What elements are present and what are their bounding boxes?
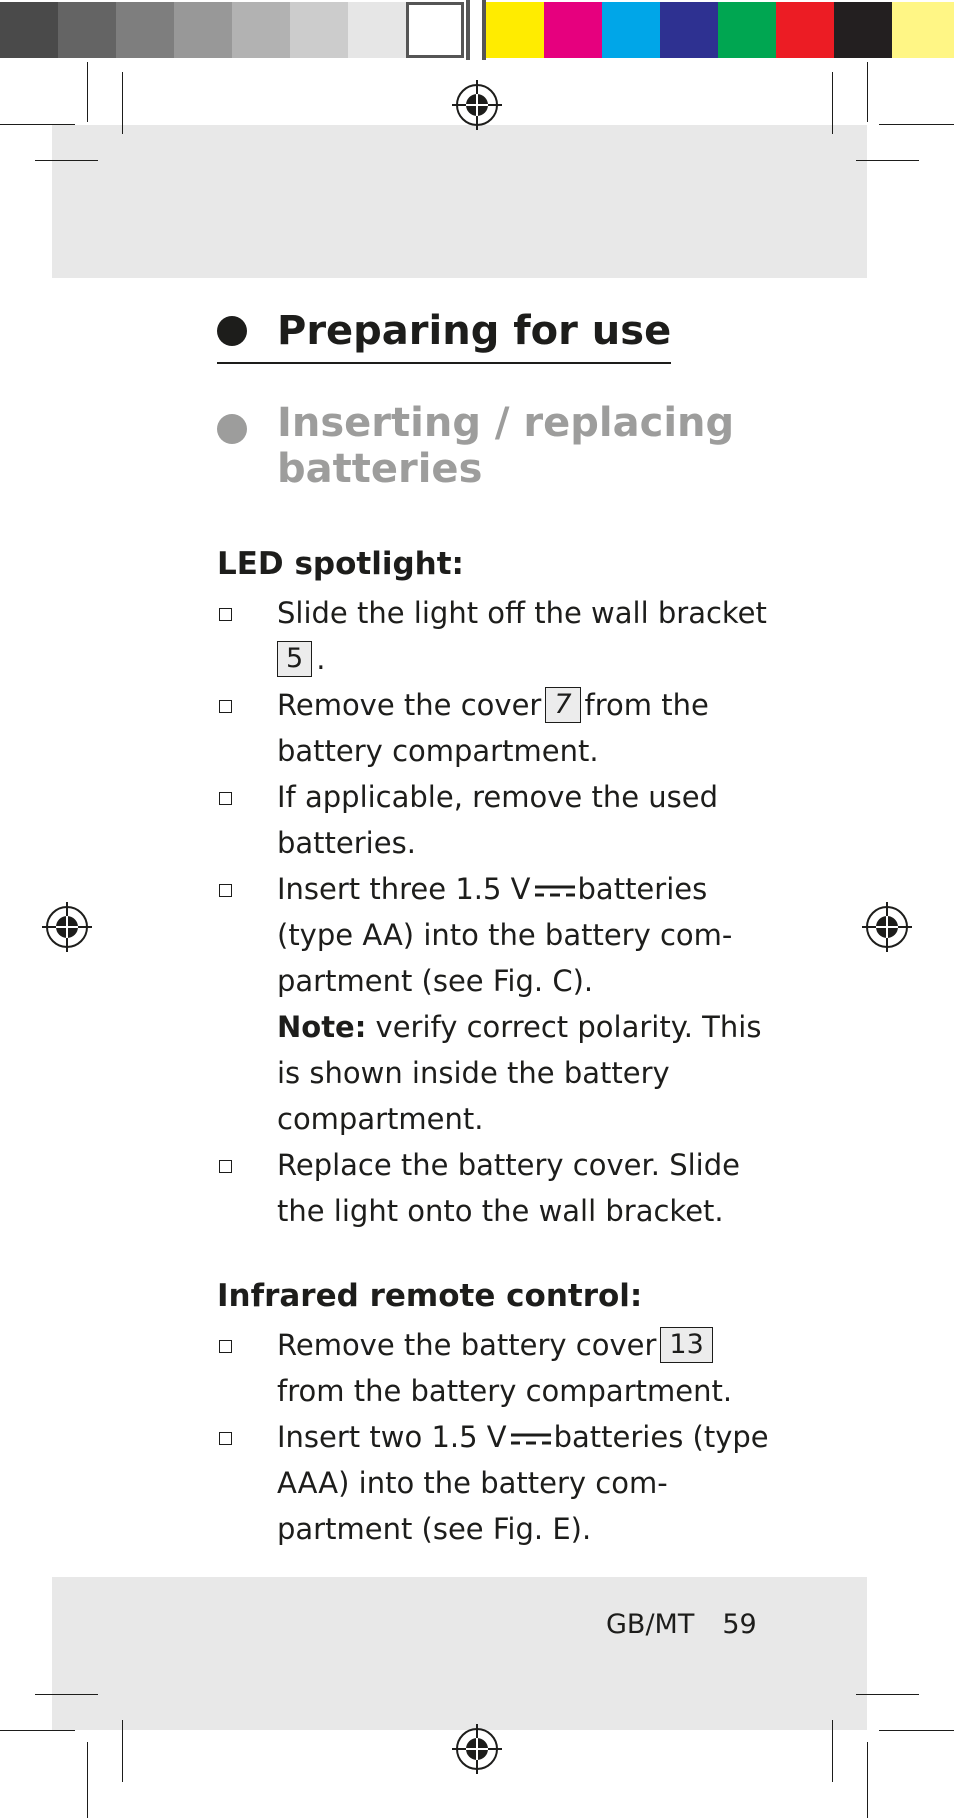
swatch-8 xyxy=(406,2,464,58)
subsection-heading-line: Inserting / replacing xyxy=(277,400,735,446)
crop-mark xyxy=(0,1730,75,1731)
swatch-5 xyxy=(232,2,290,58)
bullet-dot-icon xyxy=(217,414,247,444)
crop-mark xyxy=(35,1694,98,1695)
part-reference: 5 xyxy=(277,641,312,677)
crop-mark xyxy=(35,160,98,161)
checkbox-bullet-icon xyxy=(219,792,232,805)
section-heading-text: Preparing for use xyxy=(277,308,672,354)
list-item xyxy=(217,1322,777,1414)
registration-mark-icon xyxy=(862,902,912,952)
swatch-7 xyxy=(348,2,406,58)
direct-current-symbol-icon xyxy=(534,883,576,899)
swatch-9 xyxy=(486,2,544,58)
crop-mark xyxy=(832,72,833,134)
section-heading xyxy=(217,306,671,364)
crop-mark xyxy=(122,72,123,134)
subsection-heading-text xyxy=(277,400,777,492)
crop-mark xyxy=(0,124,75,125)
led-spotlight-steps xyxy=(217,590,777,1234)
step-text: If applicable, remove the used batteries. xyxy=(277,780,719,860)
swatch-15 xyxy=(834,2,892,58)
step-text: batteries (type AA) into the battery com-partment (see Fig. C). xyxy=(277,872,733,998)
swatch-4 xyxy=(174,2,232,58)
crop-mark xyxy=(856,1694,919,1695)
swatch-14 xyxy=(776,2,834,58)
checkbox-bullet-icon xyxy=(219,1160,232,1173)
list-item xyxy=(217,590,777,682)
checkbox-bullet-icon xyxy=(219,608,232,621)
step-text: from the battery compartment. xyxy=(277,1374,733,1408)
part-reference: 13 xyxy=(660,1327,712,1363)
footer-band xyxy=(52,1577,867,1730)
swatch-12 xyxy=(660,2,718,58)
page-footer xyxy=(606,1608,757,1642)
list-item xyxy=(217,682,777,774)
crop-mark xyxy=(856,160,919,161)
list-item xyxy=(217,1414,777,1552)
color-calibration-bar xyxy=(0,0,954,60)
crop-mark xyxy=(122,1720,123,1782)
checkbox-bullet-icon xyxy=(219,1432,232,1445)
checkbox-bullet-icon xyxy=(219,1340,232,1353)
swatch-3 xyxy=(116,2,174,58)
swatch-10 xyxy=(544,2,602,58)
swatch-separator-line xyxy=(466,0,470,60)
checkbox-bullet-icon xyxy=(219,884,232,897)
footer-region: GB/MT xyxy=(606,1609,695,1640)
list-item xyxy=(217,1142,777,1234)
list-item xyxy=(217,774,777,866)
step-text: Slide the light off the wall bracket xyxy=(277,596,767,630)
step-text: Remove the battery cover xyxy=(277,1328,657,1362)
list-item xyxy=(217,866,777,1142)
swatch-1 xyxy=(0,2,58,58)
header-band xyxy=(52,125,867,278)
swatch-11 xyxy=(602,2,660,58)
swatch-separator-line xyxy=(482,0,486,60)
crop-mark xyxy=(832,1720,833,1782)
step-text: from the battery compartment. xyxy=(277,688,709,768)
swatch-16 xyxy=(892,2,954,58)
swatch-6 xyxy=(290,2,348,58)
step-text: Remove the cover xyxy=(277,688,542,722)
registration-mark-icon xyxy=(452,1724,502,1774)
remote-control-label: Infrared remote control: xyxy=(217,1278,643,1314)
note-text: verify correct polarity. This is shown inside the battery compartment. xyxy=(277,1010,762,1136)
registration-mark-icon xyxy=(42,902,92,952)
swatch-13 xyxy=(718,2,776,58)
crop-mark xyxy=(879,124,954,125)
page-number: 59 xyxy=(722,1609,757,1640)
note-label: Note: xyxy=(277,1010,367,1044)
checkbox-bullet-icon xyxy=(219,700,232,713)
part-reference: 7 xyxy=(545,687,580,723)
direct-current-symbol-icon xyxy=(510,1431,552,1447)
crop-mark xyxy=(87,62,88,122)
step-text: batteries (type AAA) into the battery com-partment (see Fig. E). xyxy=(277,1420,769,1546)
remote-control-steps xyxy=(217,1322,777,1552)
step-text: Replace the battery cover. Slide the light onto the wall bracket. xyxy=(277,1148,740,1228)
crop-mark xyxy=(867,62,868,122)
step-text: . xyxy=(316,642,326,676)
subsection-heading xyxy=(217,400,777,492)
crop-mark xyxy=(879,1730,954,1731)
step-text: Insert two 1.5 V xyxy=(277,1420,507,1454)
swatch-2 xyxy=(58,2,116,58)
subsection-heading-line: batteries xyxy=(277,446,483,492)
registration-mark-icon xyxy=(452,80,502,130)
crop-mark xyxy=(87,1742,88,1818)
led-spotlight-label: LED spotlight: xyxy=(217,546,464,582)
step-text: Insert three 1.5 V xyxy=(277,872,531,906)
bullet-dot-icon xyxy=(217,316,247,346)
crop-mark xyxy=(867,1742,868,1818)
